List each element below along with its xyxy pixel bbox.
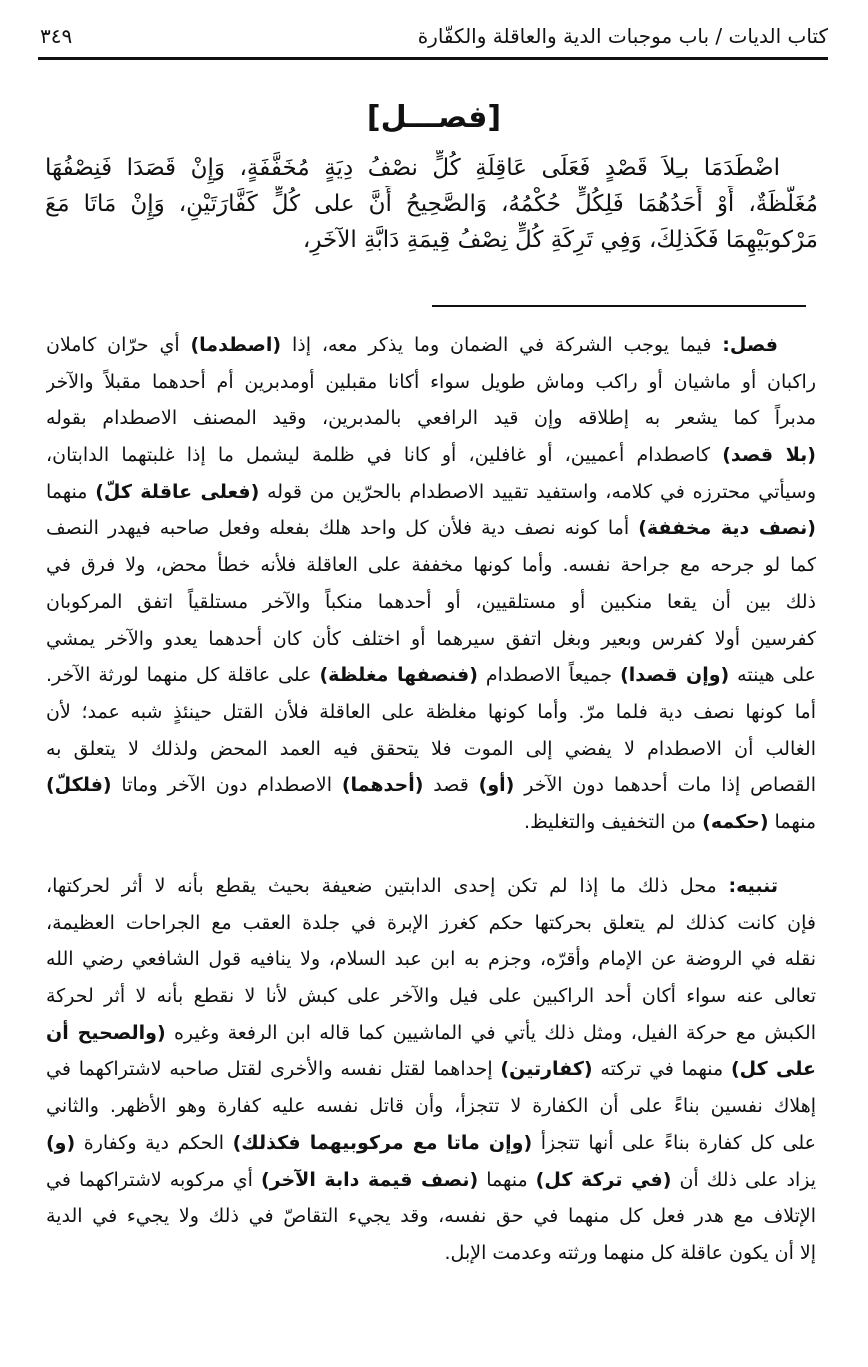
text-line: [46, 437, 816, 474]
text-segment: مُغَلَّظَةٌ، أَوْ أَحَدُهُمَا فَلِكُلٍّ حُكْمُهُ، وَالصَّحِيحُ أَنَّ على كُلٍّ كَفَّارَتَيْنِ، وَإِنْ مَاتَا مَعَ: [45, 191, 818, 217]
text-line: [46, 804, 816, 841]
text-segment: وسيأتي محترزه في كلامه، واستفيد تقييد الاصطدام بالحرّين من قوله: [259, 480, 816, 503]
text-segment: منهما: [768, 810, 816, 833]
text-segment: تعالى عنه سواء أكان أحد الراكبين على فيل والآخر على كبش لأنا لا نقطع بأنه لا أثر لحركة: [46, 985, 816, 1008]
quoted-matn-term: (أحدهما): [341, 774, 424, 797]
text-segment: أي مركوبه لاشتراكهما في: [46, 1168, 261, 1191]
text-segment: على هينته: [729, 664, 816, 687]
text-segment: كفرسين أولا كفرس وبعير وبغل اتفق سيرهما أو اختلف كأن كان أحدهما يعدو والآخر يمشي: [46, 627, 816, 650]
quoted-matn-term: تنبيه:: [728, 875, 778, 897]
quoted-matn-term: (بلا قصد): [722, 444, 816, 467]
quoted-matn-term: (في تركة كل): [535, 1168, 672, 1191]
text-line: [45, 150, 818, 186]
text-line: [46, 584, 816, 621]
text-segment: مدبراً كما يشعر به إطلاقه وإن قيد الرافعي بالمدبرين، وقيد المصنف الاصطدام بقوله: [46, 407, 816, 430]
text-segment: راكبان أو ماشيان أو راكب وماش طويل سواء أكانا مقبلين أومدبرين أم أحدهما مقبلاً والآخر: [46, 370, 816, 393]
text-line: [46, 731, 816, 768]
text-line: [46, 1088, 816, 1125]
text-segment: الاصطدام دون الآخر وماتا: [111, 774, 342, 797]
text-line: [46, 510, 816, 547]
text-line: [46, 400, 816, 437]
text-segment: منهما: [478, 1168, 536, 1191]
page-number: ٣٤٩: [40, 24, 73, 48]
text-segment: من التخفيف والتغليظ.: [524, 810, 703, 833]
quoted-matn-term: (والصحيح أن: [46, 1021, 166, 1044]
commentary-paragraph-1: [46, 327, 816, 841]
text-segment: كاصطدام أعميين، أو غافلين، أو كانا في ظلمة ليشمل ما إذا غلبتهما الدابتان،: [46, 444, 723, 467]
text-line: [46, 1015, 816, 1052]
text-segment: إحداهما لقتل نفسه والأخرى لقتل صاحبه لاشتراكهما في: [46, 1058, 501, 1081]
header-rule: [38, 57, 828, 60]
text-segment: إهلاك نفسين بناءً على أن الكفارة لا تتجزأ، وأن قاتل نفسه عليه كفارة وهو الأظهر. والثاني: [46, 1095, 816, 1118]
quoted-matn-term: (نصف قيمة دابة الآخر): [260, 1168, 479, 1191]
text-segment: فإن كانت كذلك لم يتعلق بحركتها حكم كغرز الإبرة في جلدة العقب مع الجراحات العظيمة،: [46, 911, 816, 934]
text-segment: يزاد على ذلك أن: [671, 1168, 816, 1191]
text-line: [46, 1198, 816, 1235]
text-segment: الإتلاف مع هدر فعل كل منهما في حق نفسه، وقد يجيء التقاصّ في ذلك ولا يجيء في الدية: [46, 1205, 816, 1228]
text-line: [46, 905, 816, 942]
text-segment: منهما: [46, 480, 96, 503]
text-segment: أما كونه نصف دية فلأن كل واحد هلك بفعله وفعل صاحبه فيهدر النصف: [46, 517, 639, 540]
text-line: [46, 474, 816, 511]
quoted-matn-term: (وإن قصدا): [620, 664, 730, 687]
quoted-matn-term: على كل): [730, 1058, 816, 1081]
quoted-matn-term: (و): [46, 1131, 76, 1154]
text-line: [46, 547, 816, 584]
text-segment: على كل كفارة بناءً على أنها تتجزأ: [532, 1131, 816, 1154]
text-line: [46, 1235, 816, 1272]
commentary-paragraph-2: [46, 868, 816, 1272]
quoted-matn-term: فصل:: [722, 334, 779, 356]
quoted-matn-term: (كفارتين): [500, 1058, 593, 1081]
quoted-matn-term: (حكمه): [702, 810, 769, 833]
matn-text: [45, 150, 818, 258]
text-segment: الغالب أن الاصطدام لا يفضي إلى الموت فلا يتحقق فيه العمد المحض ولذلك لا يتعلق به: [46, 737, 816, 760]
running-header: [40, 14, 828, 54]
text-segment: أما كونها نصف دية فلما مرّ. وأما كونها مغلظة على العاقلة فلأن القتل حينئذٍ شبه عمد؛ لأن: [46, 700, 816, 723]
text-line: [46, 1125, 816, 1162]
text-segment: الكبش مع حركة الفيل، ومثل ذلك يأتي في الماشيين كما قاله ابن الرفعة وغيره: [165, 1021, 816, 1044]
quoted-matn-term: (اصطدما): [190, 334, 282, 356]
text-line: [46, 1162, 816, 1199]
text-line: [45, 222, 818, 258]
text-segment: جميعاً الاصطدام: [477, 664, 621, 687]
text-line: [46, 978, 816, 1015]
text-line: [46, 868, 816, 905]
text-segment: ذلك بين أن يقعا منكبين أو مستلقيين، أو أحدهما منكباً والآخر مستلقياً اتفق المركوبان: [46, 590, 816, 613]
text-line: [46, 327, 816, 364]
separator-rule: [432, 305, 806, 307]
quoted-matn-term: (فلكلّ): [46, 774, 112, 797]
text-line: [46, 767, 816, 804]
text-segment: منهما في تركته: [592, 1058, 731, 1081]
text-line: [46, 364, 816, 401]
quoted-matn-term: (نصف دية مخففة): [638, 517, 816, 540]
text-segment: كما لو جرحه مع جراحة نفسه. وأما كونها مخففة على العاقلة فلأنه خطأ محض، ولا فرق في: [46, 554, 816, 577]
text-segment: أي حرّان كاملان: [46, 334, 191, 356]
text-segment: على عاقلة كل منهما لورثة الآخر.: [46, 664, 320, 687]
quoted-matn-term: (فعلى عاقلة كلّ): [95, 480, 260, 503]
text-line: [46, 941, 816, 978]
text-line: [46, 657, 816, 694]
text-segment: إلا أن يكون عاقلة كل منهما ورثته وعدمت الإبل.: [444, 1241, 816, 1264]
text-segment: محل ذلك ما إذا لم تكن إحدى الدابتين ضعيفة بحيث يقطع بأنه لا أثر لحركتها،: [46, 875, 729, 897]
header-title: كتاب الديات / باب موجبات الدية والعاقلة والكفّارة: [417, 24, 828, 48]
text-segment: مَرْكوبَيْهِمَا فَكَذلِكَ، وَفِي تَرِكَةِ كُلٍّ نِصْفُ قِيمَةِ دَابَّةِ الآخَرِ،: [302, 227, 818, 253]
section-title: [فصـــل]: [366, 100, 502, 135]
text-line: [46, 621, 816, 658]
text-segment: نقله في الروضة عن الإمام وأقرّه، وجزم به ابن عبد السلام، ولا ينافيه قول الشافعي رضي الله: [46, 948, 816, 971]
text-line: [46, 1051, 816, 1088]
text-line: [45, 186, 818, 222]
quoted-matn-term: (أو): [478, 774, 515, 797]
text-segment: اضْطَدَمَا بـِلاَ قَصْدٍ فَعَلَى عَاقِلَةِ كُلٍّ نصْفُ دِيَةٍ مُخَفَّفَةٍ، وَإِنْ قَصَدَا فَنِصْفُهَا: [45, 155, 780, 181]
text-line: [46, 694, 816, 731]
quoted-matn-term: (فنصفها مغلظة): [319, 664, 478, 687]
text-segment: فيما يوجب الشركة في الضمان وما يذكر معه، إذا: [281, 334, 723, 356]
text-segment: القصاص إذا مات أحدهما دون الآخر: [514, 774, 816, 797]
text-segment: قصد: [423, 774, 479, 797]
text-segment: الحكم دية وكفارة: [75, 1131, 233, 1154]
quoted-matn-term: (وإن ماتا مع مركوبيهما فكذلك): [232, 1131, 533, 1154]
